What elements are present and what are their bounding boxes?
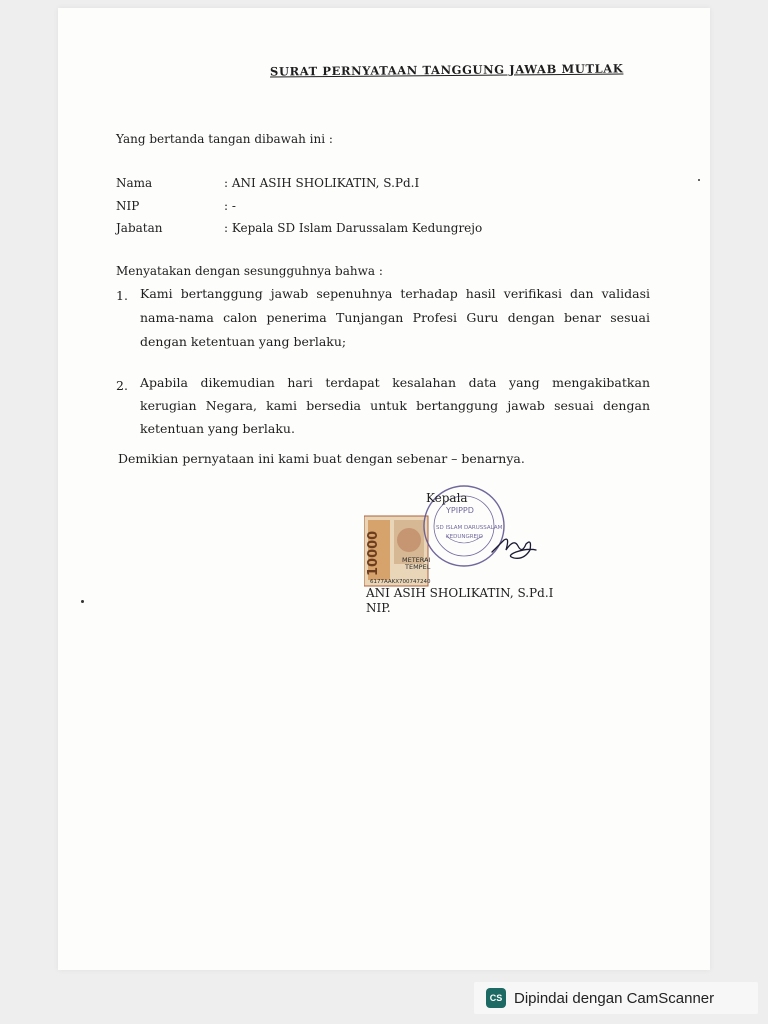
meterai-amount: 10000 <box>366 530 381 576</box>
field-value-nip: : - <box>224 199 236 213</box>
scan-speck <box>81 600 84 603</box>
document-title: SURAT PERNYATAAN TANGGUNG JAWAB MUTLAK <box>269 61 624 79</box>
signature-block <box>364 480 549 595</box>
meterai-serial: 6177AAKX700747240 <box>370 579 431 585</box>
field-label-nama: Nama <box>116 176 153 190</box>
field-label-nip: NIP <box>116 199 140 213</box>
scan-speck <box>698 179 700 181</box>
item-1-line-1: Kami bertanggung jawab sepenuhnya terhadap hasil verifikasi dan validasi <box>140 286 650 301</box>
document-page <box>58 8 710 970</box>
signature-position: Kepala <box>426 491 468 505</box>
item-1-line-3: dengan ketentuan yang berlaku; <box>140 334 347 349</box>
meterai-label-2: TEMPEL <box>405 563 431 571</box>
field-label-jabatan: Jabatan <box>116 221 163 235</box>
item-2-line-1: Apabila dikemudian hari terdapat kesalahan data yang mengakibatkan <box>140 375 650 390</box>
stamp-text-mid: SD ISLAM DARUSSALAM <box>436 525 503 531</box>
camscanner-watermark <box>474 982 758 1014</box>
item-1-line-2: nama-nama calon penerima Tunjangan Profesi Guru dengan benar sesuai <box>140 310 650 325</box>
signatory-name: ANI ASIH SHOLIKATIN, S.Pd.I <box>366 586 554 600</box>
handwritten-signature <box>492 539 536 558</box>
signatory-nip: NIP. <box>366 601 391 615</box>
meterai-stamp <box>364 516 431 586</box>
camscanner-logo-icon: CS <box>486 988 506 1008</box>
statement-intro: Menyatakan dengan sesungguhnya bahwa : <box>116 264 383 278</box>
closing-text: Demikian pernyataan ini kami buat dengan sebenar – benarnya. <box>118 451 525 466</box>
item-2-line-2: kerugian Negara, kami bersedia untuk bertanggung jawab sesuai dengan <box>140 398 650 413</box>
item-2-line-3: ketentuan yang berlaku. <box>140 421 295 436</box>
stamp-graphic <box>364 480 549 595</box>
field-value-jabatan: : Kepala SD Islam Darussalam Kedungrejo <box>224 221 483 235</box>
stamp-text-bottom: KEDUNGREJO <box>446 534 483 540</box>
stamp-text-top: YPIPPD <box>446 506 474 515</box>
camscanner-label: Dipindai dengan CamScanner <box>514 989 715 1007</box>
item-number-2: 2. <box>116 378 128 393</box>
intro-text: Yang bertanda tangan dibawah ini : <box>116 132 333 146</box>
field-value-nama: : ANI ASIH SHOLIKATIN, S.Pd.I <box>224 176 420 190</box>
meterai-label-1: METERAI <box>402 556 431 564</box>
item-number-1: 1. <box>116 288 128 303</box>
